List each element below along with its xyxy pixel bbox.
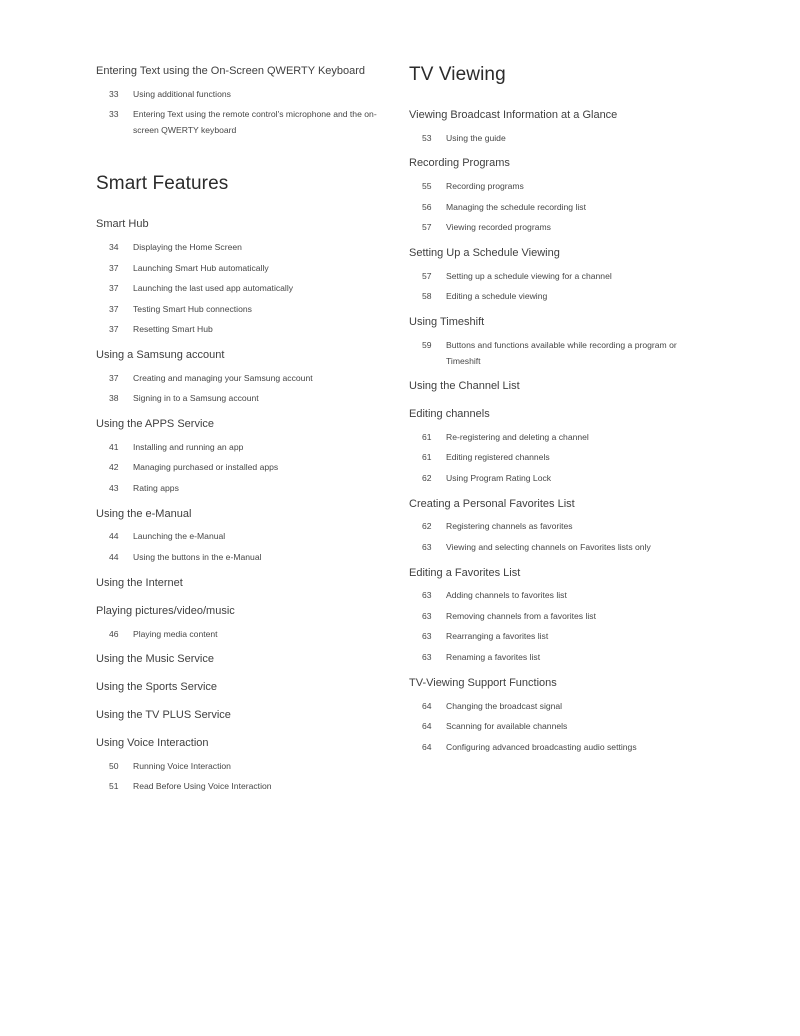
toc-entry-title: Launching the last used app automatically	[133, 283, 294, 293]
toc-page-number: 63	[422, 652, 432, 662]
toc-page-number: 34	[109, 242, 119, 252]
toc-heading-samsung-account[interactable]: Using a Samsung account	[96, 349, 225, 361]
toc-heading-media[interactable]: Playing pictures/video/music	[96, 605, 235, 617]
chapter-title-tv-viewing: TV Viewing	[409, 64, 506, 85]
toc-heading-personal-favorites[interactable]: Creating a Personal Favorites List	[409, 498, 575, 510]
toc-entry-title: Using the buttons in the e-Manual	[133, 552, 262, 562]
toc-heading-apps-service[interactable]: Using the APPS Service	[96, 418, 215, 430]
toc-entry-title: Running Voice Interaction	[133, 761, 231, 771]
toc-page-number: 58	[422, 291, 432, 301]
toc-heading-internet[interactable]: Using the Internet	[96, 577, 183, 589]
toc-entry-title: Editing registered channels	[446, 452, 550, 462]
toc-entry-title: Re-registering and deleting a channel	[446, 432, 589, 442]
toc-page-number: 63	[422, 631, 432, 641]
toc-entry-title: Adding channels to favorites list	[446, 590, 567, 600]
toc-page-number: 63	[422, 542, 432, 552]
toc-entry-title: Rearranging a favorites list	[446, 631, 549, 641]
toc-entry-title: Rating apps	[133, 483, 179, 493]
toc-heading-qwerty[interactable]: Entering Text using the On-Screen QWERTY Keyboard	[96, 65, 366, 77]
toc-heading-sports-service[interactable]: Using the Sports Service	[96, 681, 218, 693]
toc-page-number: 57	[422, 222, 432, 232]
toc-heading-editing-favorites[interactable]: Editing a Favorites List	[409, 567, 521, 579]
toc-page-number: 63	[422, 590, 432, 600]
toc-page-number: 51	[109, 781, 119, 791]
toc-page-number: 59	[422, 340, 432, 350]
toc-page-number: 64	[422, 701, 432, 711]
toc-entry-title: Using Program Rating Lock	[446, 473, 552, 483]
toc-page-number: 37	[109, 263, 119, 273]
toc-page-number: 44	[109, 531, 119, 541]
toc-entry-title: Resetting Smart Hub	[133, 324, 213, 334]
chapter-title-smart-features: Smart Features	[96, 173, 229, 194]
toc-page-number: 43	[109, 483, 119, 493]
toc-page-number: 55	[422, 181, 432, 191]
toc-entry-title: Playing media content	[133, 629, 218, 639]
toc-page-number: 62	[422, 473, 432, 483]
toc-entry-title: Scanning for available channels	[446, 721, 568, 731]
toc-page-number: 46	[109, 629, 119, 639]
toc-page-number: 44	[109, 552, 119, 562]
toc-entry-title: Entering Text using the remote control's microphone and the on-screen QWERTY keyboard	[133, 109, 377, 135]
toc-entry-title: Registering channels as favorites	[446, 521, 573, 531]
toc-page-number: 38	[109, 393, 119, 403]
toc-page-number: 33	[109, 89, 119, 99]
toc-heading-recording-programs[interactable]: Recording Programs	[409, 157, 510, 169]
toc-page-number: 61	[422, 432, 432, 442]
toc-page-number: 53	[422, 133, 432, 143]
toc-entry-title: Removing channels from a favorites list	[446, 611, 596, 621]
toc-heading-tv-plus-service[interactable]: Using the TV PLUS Service	[96, 709, 231, 721]
toc-page-number: 57	[422, 271, 432, 281]
toc-entry-title: Configuring advanced broadcasting audio settings	[446, 742, 637, 752]
toc-page-number: 62	[422, 521, 432, 531]
toc-entry-title: Using additional functions	[133, 89, 231, 99]
toc-heading-channel-list[interactable]: Using the Channel List	[409, 380, 520, 392]
toc-page-number: 37	[109, 324, 119, 334]
toc-heading-broadcast-info[interactable]: Viewing Broadcast Information at a Glance	[409, 109, 618, 121]
toc-entry-title: Displaying the Home Screen	[133, 242, 242, 252]
toc-page-number: 63	[422, 611, 432, 621]
toc-page-number: 37	[109, 373, 119, 383]
toc-entry-title: Viewing and selecting channels on Favorites lists only	[446, 542, 651, 552]
toc-entry-title: Setting up a schedule viewing for a channel	[446, 271, 612, 281]
toc-entry-title: Recording programs	[446, 181, 524, 191]
toc-entry-title: Signing in to a Samsung account	[133, 393, 259, 403]
toc-entry-title: Testing Smart Hub connections	[133, 304, 252, 314]
toc-page-number: 64	[422, 721, 432, 731]
toc-entry-title: Managing purchased or installed apps	[133, 462, 279, 472]
toc-heading-editing-channels[interactable]: Editing channels	[409, 408, 490, 420]
toc-entry-title: Installing and running an app	[133, 442, 244, 452]
toc-entry-title: Editing a schedule viewing	[446, 291, 548, 301]
toc-heading-schedule-viewing[interactable]: Setting Up a Schedule Viewing	[409, 247, 560, 259]
toc-page-number: 37	[109, 283, 119, 293]
toc-entry-title: Renaming a favorites list	[446, 652, 541, 662]
toc-entry-title: Launching the e-Manual	[133, 531, 226, 541]
toc-entry-title: Buttons and functions available while recording a program or Timeshift	[446, 340, 677, 366]
toc-heading-voice-interaction[interactable]: Using Voice Interaction	[96, 737, 209, 749]
toc-entry-title: Creating and managing your Samsung account	[133, 373, 313, 383]
toc-entry-title: Changing the broadcast signal	[446, 701, 563, 711]
toc-heading-smart-hub[interactable]: Smart Hub	[96, 218, 149, 230]
toc-entry-title: Launching Smart Hub automatically	[133, 263, 269, 273]
toc-page-number: 41	[109, 442, 119, 452]
toc-entry-title: Read Before Using Voice Interaction	[133, 781, 272, 791]
toc-heading-timeshift[interactable]: Using Timeshift	[409, 316, 485, 328]
toc-page-number: 56	[422, 202, 432, 212]
toc-page-number: 64	[422, 742, 432, 752]
toc-heading-support-functions[interactable]: TV-Viewing Support Functions	[409, 677, 557, 689]
toc-page-number: 37	[109, 304, 119, 314]
toc-entry-title: Viewing recorded programs	[446, 222, 551, 232]
toc-page-number: 61	[422, 452, 432, 462]
toc-page-number: 33	[109, 109, 119, 119]
toc-page-number: 50	[109, 761, 119, 771]
toc-heading-e-manual[interactable]: Using the e-Manual	[96, 508, 192, 520]
toc-heading-music-service[interactable]: Using the Music Service	[96, 653, 214, 665]
toc-entry-title: Using the guide	[446, 133, 506, 143]
toc-entry-title: Managing the schedule recording list	[446, 202, 586, 212]
toc-page-number: 42	[109, 462, 119, 472]
